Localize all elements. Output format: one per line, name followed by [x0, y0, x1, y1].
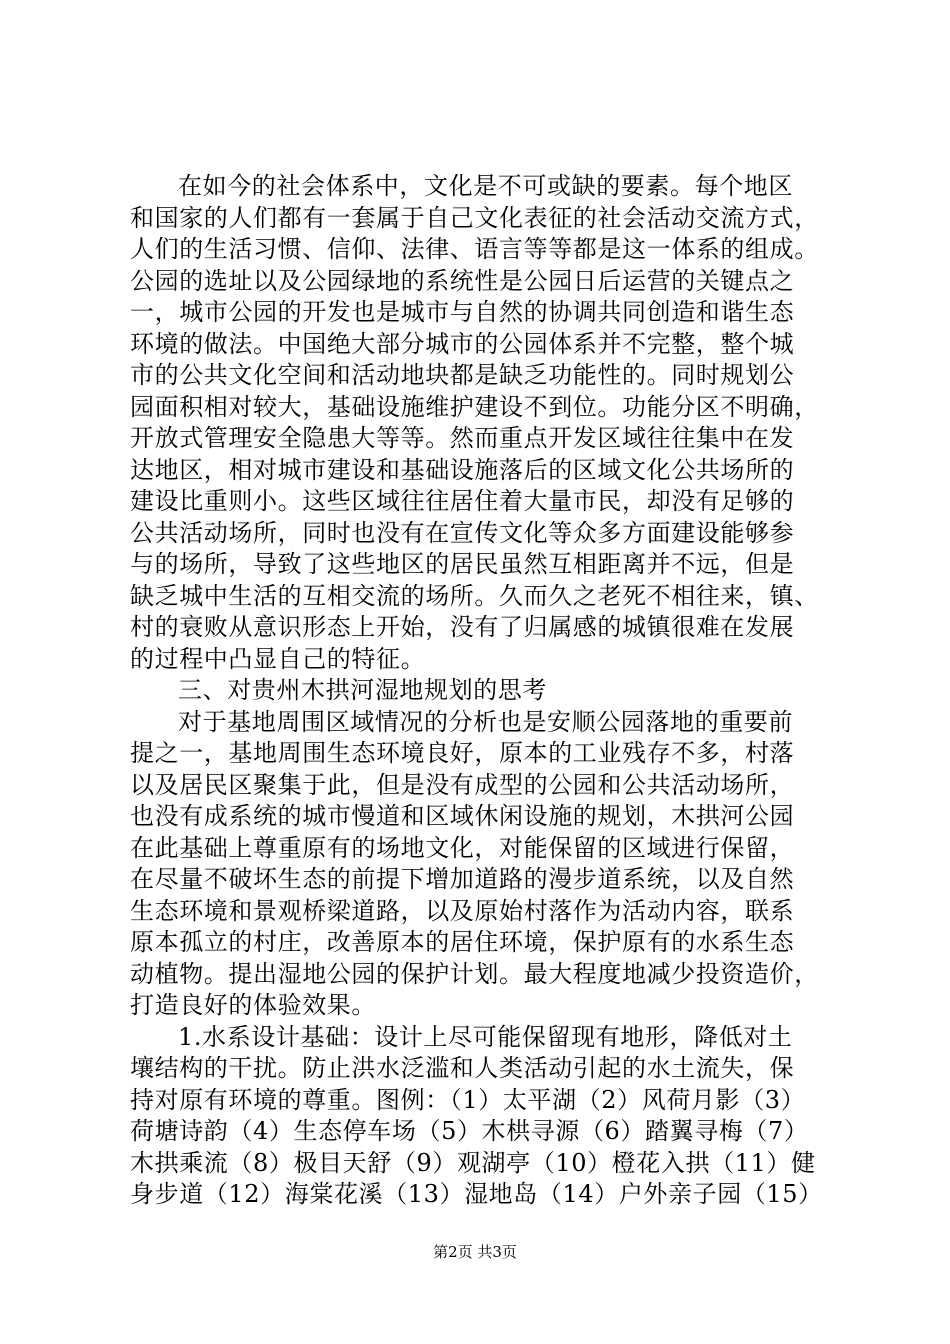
paragraph-line: 达地区，相对城市建设和基础设施落后的区域文化公共场所的	[130, 455, 795, 484]
paragraph-line: 市的公共文化空间和活动地块都是缺乏功能性的。同时规划公	[130, 361, 795, 389]
paragraph-line: 缺乏城中生活的互相交流的场所。久而久之老死不相往来，镇、	[130, 581, 819, 610]
page-footer: 第2页 共3页	[433, 1243, 517, 1261]
paragraph-line: 公园的选址以及公园绿地的系统性是公园日后运营的关键点之	[130, 266, 795, 295]
paragraph-line: 荷塘诗韵（4）生态停车场（5）木栱寻源（6）踏翼寻梅（7）	[130, 1117, 809, 1145]
paragraph-line: 开放式管理安全隐患大等等。然而重点开发区域往往集中在发	[130, 424, 795, 452]
paragraph-line: 以及居民区聚集于此，但是没有成型的公园和公共活动场所，	[130, 770, 795, 799]
section-heading: 三、对贵州木拱河湿地规划的思考	[178, 676, 547, 704]
paragraph-line: 壤结构的干扰。防止洪水泛滥和人类活动引起的水土流失，保	[130, 1054, 795, 1082]
paragraph-line: 园面积相对较大，基础设施维护建设不到位。功能分区不明确，	[130, 392, 819, 421]
paragraph-line: 持对原有环境的尊重。图例：（1）太平湖（2）风荷月影（3）	[130, 1085, 806, 1114]
paragraph-line: 在尽量不破坏生态的前提下增加道路的漫步道系统，以及自然	[130, 865, 795, 893]
paragraph-line: 提之一，基地周围生态环境良好，原本的工业残存不多，村落	[130, 739, 795, 767]
paragraph-line: 在此基础上尊重原有的场地文化，对能保留的区域进行保留，	[130, 833, 795, 862]
paragraph-line: 动植物。提出湿地公园的保护计划。最大程度地减少投资造价，	[130, 959, 819, 988]
paragraph-line: 人们的生活习惯、信仰、法律、语言等等都是这一体系的组成。	[130, 235, 819, 263]
paragraph-line: 村的衰败从意识形态上开始，没有了归属感的城镇很难在发展	[130, 613, 795, 641]
paragraph-line: 公共活动场所，同时也没有在宣传文化等众多方面建设能够参	[130, 518, 795, 547]
paragraph-line: 与的场所，导致了这些地区的居民虽然互相距离并不远，但是	[130, 550, 795, 578]
body-text	[130, 171, 830, 1211]
paragraph-line: 也没有成系统的城市慢道和区域休闲设施的规划，木拱河公园	[130, 802, 795, 830]
paragraph-line: 对于基地周围区域情况的分析也是安顺公园落地的重要前	[178, 707, 793, 736]
paragraph-line: 和国家的人们都有一套属于自己文化表征的社会活动交流方式，	[130, 203, 819, 232]
paragraph-line: 环境的做法。中国绝大部分城市的公园体系并不完整，整个城	[130, 329, 795, 358]
paragraph-line: 打造良好的体验效果。	[130, 991, 376, 1019]
paragraph-line: 在如今的社会体系中，文化是不可或缺的要素。每个地区	[178, 172, 793, 200]
paragraph-line: 的过程中凸显自己的特征。	[130, 644, 426, 673]
paragraph-line: 1.水系设计基础：设计上尽可能保留现有地形，降低对土	[178, 1022, 793, 1051]
paragraph-line: 原本孤立的村庄，改善原本的居住环境，保护原有的水系生态	[130, 928, 795, 956]
paragraph-line: 身步道（12）海棠花溪（13）湿地岛（14）户外亲子园（15）	[130, 1180, 823, 1208]
paragraph-line: 建设比重则小。这些区域往往居住着大量市民，却没有足够的	[130, 487, 795, 515]
paragraph-line: 生态环境和景观桥梁道路，以及原始村落作为活动内容，联系	[130, 896, 795, 925]
paragraph-line: 一，城市公园的开发也是城市与自然的协调共同创造和谐生态	[130, 298, 795, 326]
paragraph-line: 木拱乘流（8）极目天舒（9）观湖亭（10）橙花入拱（11）健	[130, 1148, 816, 1177]
